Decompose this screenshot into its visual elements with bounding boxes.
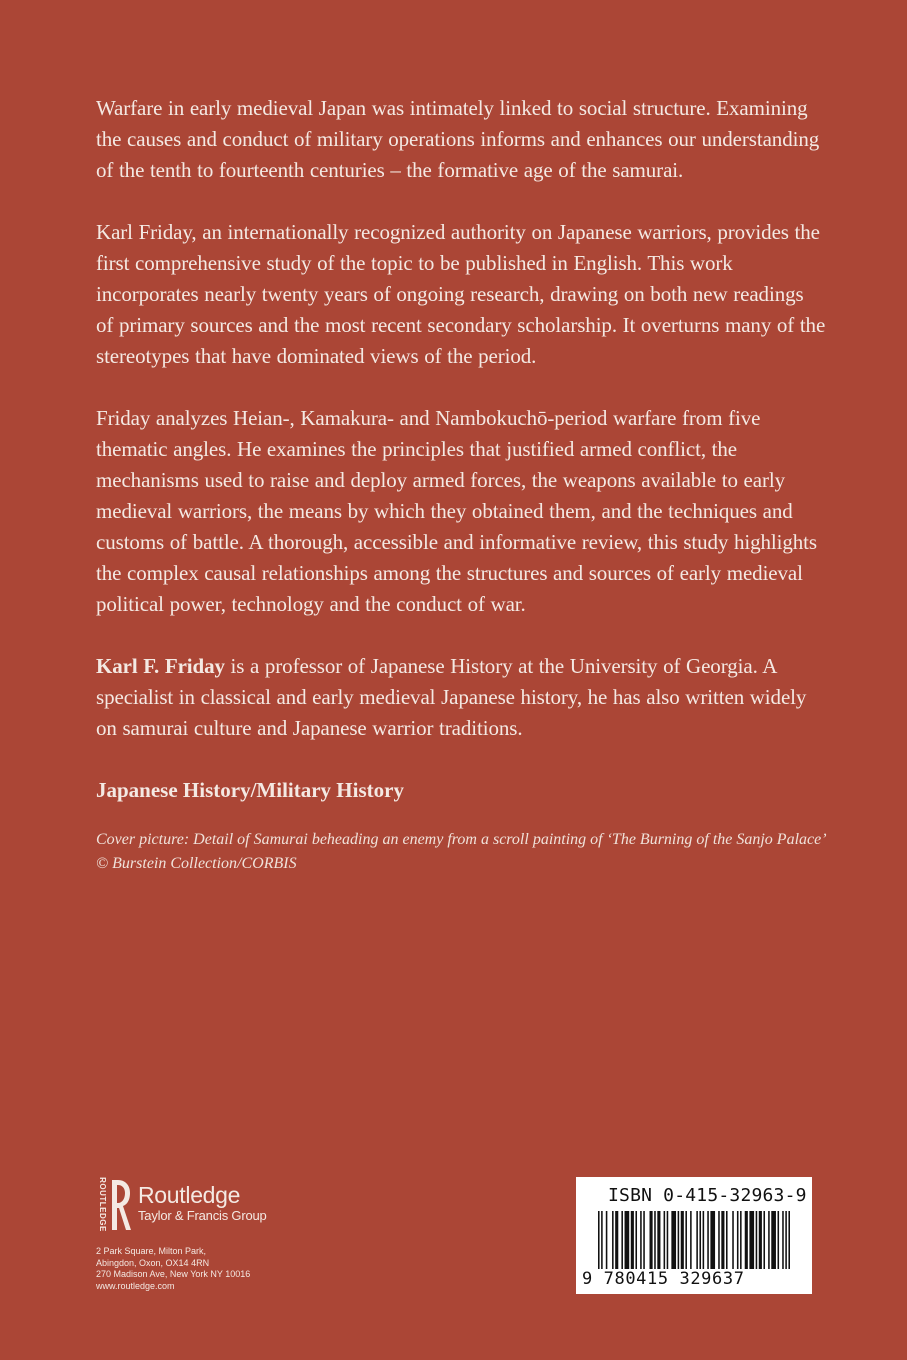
description-paragraph-3: Friday analyzes Heian-, Kamakura- and Nambokuchō-period warfare from five thematic angles. He examines the principles that justified armed conflict, the mechanisms used to raise and deploy armed forces, the weapons available to early medieval warriors, the means by which they obtained them, and the techniques and customs of battle. A thorough, accessible and informative review, this study highlights the complex causal relationships among the structures and sources of early medieval political power, technology and the conduct of war. (96, 406, 817, 616)
barcode-bar (601, 1211, 603, 1269)
publisher-group: Taylor & Francis Group (138, 1208, 267, 1223)
address-line: 2 Park Square, Milton Park, (96, 1246, 207, 1256)
barcode-bar (721, 1211, 724, 1269)
barcode-bar (640, 1211, 642, 1269)
barcode-bars (598, 1211, 790, 1269)
barcode-bar (681, 1211, 684, 1269)
author-bio-text: is a professor of Japanese History at the University of Georgia. A specialist in classical and early medieval Japanese history, he has also written widely on samurai culture and Japanese warrior traditions. (96, 654, 807, 740)
barcode-bar (635, 1211, 637, 1269)
cover-text-block (96, 93, 826, 876)
barcode-bar (664, 1211, 666, 1269)
barcode-bar (657, 1211, 660, 1269)
barcode-bar (771, 1211, 776, 1269)
barcode-bar (650, 1211, 653, 1269)
cover-caption: Cover picture: Detail of Samurai beheading an enemy from a scroll painting of ‘The Burning of the Sanjo Palace’ © Burstein Collection/CORBIS (96, 831, 825, 872)
barcode-bar (788, 1211, 790, 1269)
barcode-bar (598, 1211, 600, 1269)
routledge-r-logo-icon (110, 1178, 132, 1232)
barcode-bar (778, 1211, 780, 1269)
barcode-bar (740, 1211, 742, 1269)
publisher-vertical-wordmark (96, 1178, 108, 1232)
barcode-bar (690, 1211, 692, 1269)
barcode-bar (612, 1211, 614, 1269)
barcode-bar (667, 1211, 669, 1269)
barcode-bar (707, 1211, 709, 1269)
description-paragraph-2: Karl Friday, an internationally recognized authority on Japanese warriors, provides the first comprehensive study of the topic to be published in English. This work incorporates nearly twenty years of ongoing research, drawing on both new readings of primary sources and the most recent secondary scholarship. It overturns many of the stereotypes that have dominated views of the period. (96, 220, 826, 368)
publisher-name: Routledge (138, 1182, 241, 1208)
barcode-bar (756, 1211, 758, 1269)
vertical-wordmark-text: ROUTLEDGE (97, 1177, 107, 1232)
barcode-bar (631, 1211, 634, 1269)
barcode-bar (615, 1211, 618, 1269)
barcode-bar (737, 1211, 739, 1269)
publisher-names (138, 1182, 267, 1224)
isbn-label: ISBN 0-415-32963-9 (608, 1185, 807, 1206)
publisher-logo (96, 1178, 356, 1232)
publisher-website: www.routledge.com (96, 1280, 175, 1291)
barcode-bar (696, 1211, 698, 1269)
subject-category: Japanese History/Military History (96, 778, 404, 802)
barcode-bar (621, 1211, 623, 1269)
barcode-bar (763, 1211, 765, 1269)
isbn-barcode (576, 1177, 812, 1294)
address-line: Abingdon, Oxon, OX14 4RN (96, 1257, 210, 1268)
description-paragraph-1: Warfare in early medieval Japan was intimately linked to social structure. Examining the causes and conduct of military operations informs and enhances our understanding of the tenth to fourteenth centuries – the formative age of the samurai. (96, 96, 820, 182)
barcode-bar (606, 1211, 608, 1269)
barcode-bar (732, 1211, 734, 1269)
author-name: Karl F. Friday (96, 654, 225, 678)
barcode-bar (654, 1211, 656, 1269)
barcode-bar (699, 1211, 701, 1269)
author-bio (96, 651, 826, 744)
barcode-bar (710, 1211, 715, 1269)
barcode-bar (625, 1211, 630, 1269)
barcode-bar (785, 1211, 787, 1269)
barcode-bar (726, 1211, 728, 1269)
publisher-block (96, 1178, 356, 1292)
barcode-bar (749, 1211, 754, 1269)
barcode-bar (768, 1211, 770, 1269)
barcode-number: 9 780415 329637 (582, 1269, 745, 1289)
barcode-bar (703, 1211, 705, 1269)
address-line: 270 Madison Ave, New York NY 10016 (96, 1269, 251, 1279)
barcode-bar (759, 1211, 762, 1269)
barcode-bar (782, 1211, 784, 1269)
barcode-bar (643, 1211, 645, 1269)
barcode-bar (745, 1211, 748, 1269)
publisher-address (96, 1246, 356, 1292)
barcode-bar (671, 1211, 676, 1269)
barcode-bar (685, 1211, 687, 1269)
barcode-bar (678, 1211, 680, 1269)
barcode-bar (718, 1211, 720, 1269)
